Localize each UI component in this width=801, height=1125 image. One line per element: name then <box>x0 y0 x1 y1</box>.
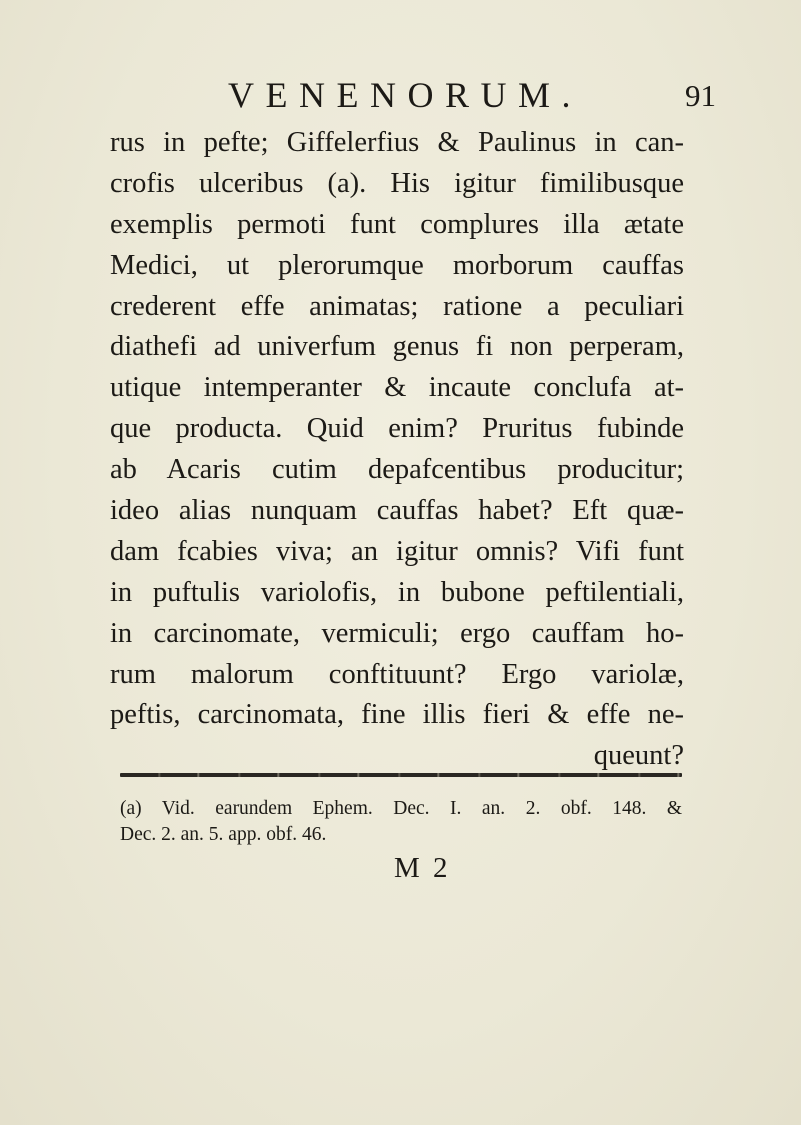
text-line: utique intemperanter & incaute conclufa at- <box>110 372 684 404</box>
text-line: in carcinomate, vermiculi; ergo cauffam ho- <box>110 617 684 649</box>
footnote-line: (a) Vid. earundem Ephem. Dec. I. an. 2. obf. 148. & <box>120 798 682 819</box>
text-line: diathefi ad univerfum genus fi non perperam, <box>110 331 684 363</box>
text-line: exemplis permoti funt complures illa ætate <box>110 208 684 240</box>
footnote <box>120 796 682 848</box>
page-number: 91 <box>685 78 716 113</box>
text-line: queunt? <box>593 740 684 772</box>
text-line: rus in pefte; Giffelerfius & Paulinus in can- <box>110 127 684 158</box>
footnote-line: Dec. 2. an. 5. app. obf. 46. <box>120 824 327 845</box>
signature-mark: M 2 <box>394 852 451 884</box>
text-line: ab Acaris cutim depafcentibus producitur; <box>110 454 684 486</box>
text-line: que producta. Quid enim? Pruritus fubinde <box>110 413 684 445</box>
text-line: crederent effe animatas; ratione a peculiari <box>110 290 684 322</box>
text-line: crofis ulceribus (a). His igitur fimilibusque <box>110 167 684 199</box>
text-line: Medici, ut plerorumque morborum cauffas <box>110 249 684 281</box>
text-line: in puftulis variolofis, in bubone peftilentiali, <box>110 576 684 608</box>
footnote-separator-rule <box>120 773 682 777</box>
page-header <box>0 70 801 120</box>
text-line: rum malorum conftituunt? Ergo variolæ, <box>110 658 684 690</box>
text-line: dam fcabies viva; an igitur omnis? Vifi funt <box>110 535 684 567</box>
running-title: VENENORUM. <box>228 75 582 115</box>
main-text <box>110 123 684 777</box>
text-line: ideo alias nunquam cauffas habet? Eft quæ- <box>110 495 684 527</box>
text-line: peftis, carcinomata, fine illis fieri & effe ne- <box>110 699 684 731</box>
